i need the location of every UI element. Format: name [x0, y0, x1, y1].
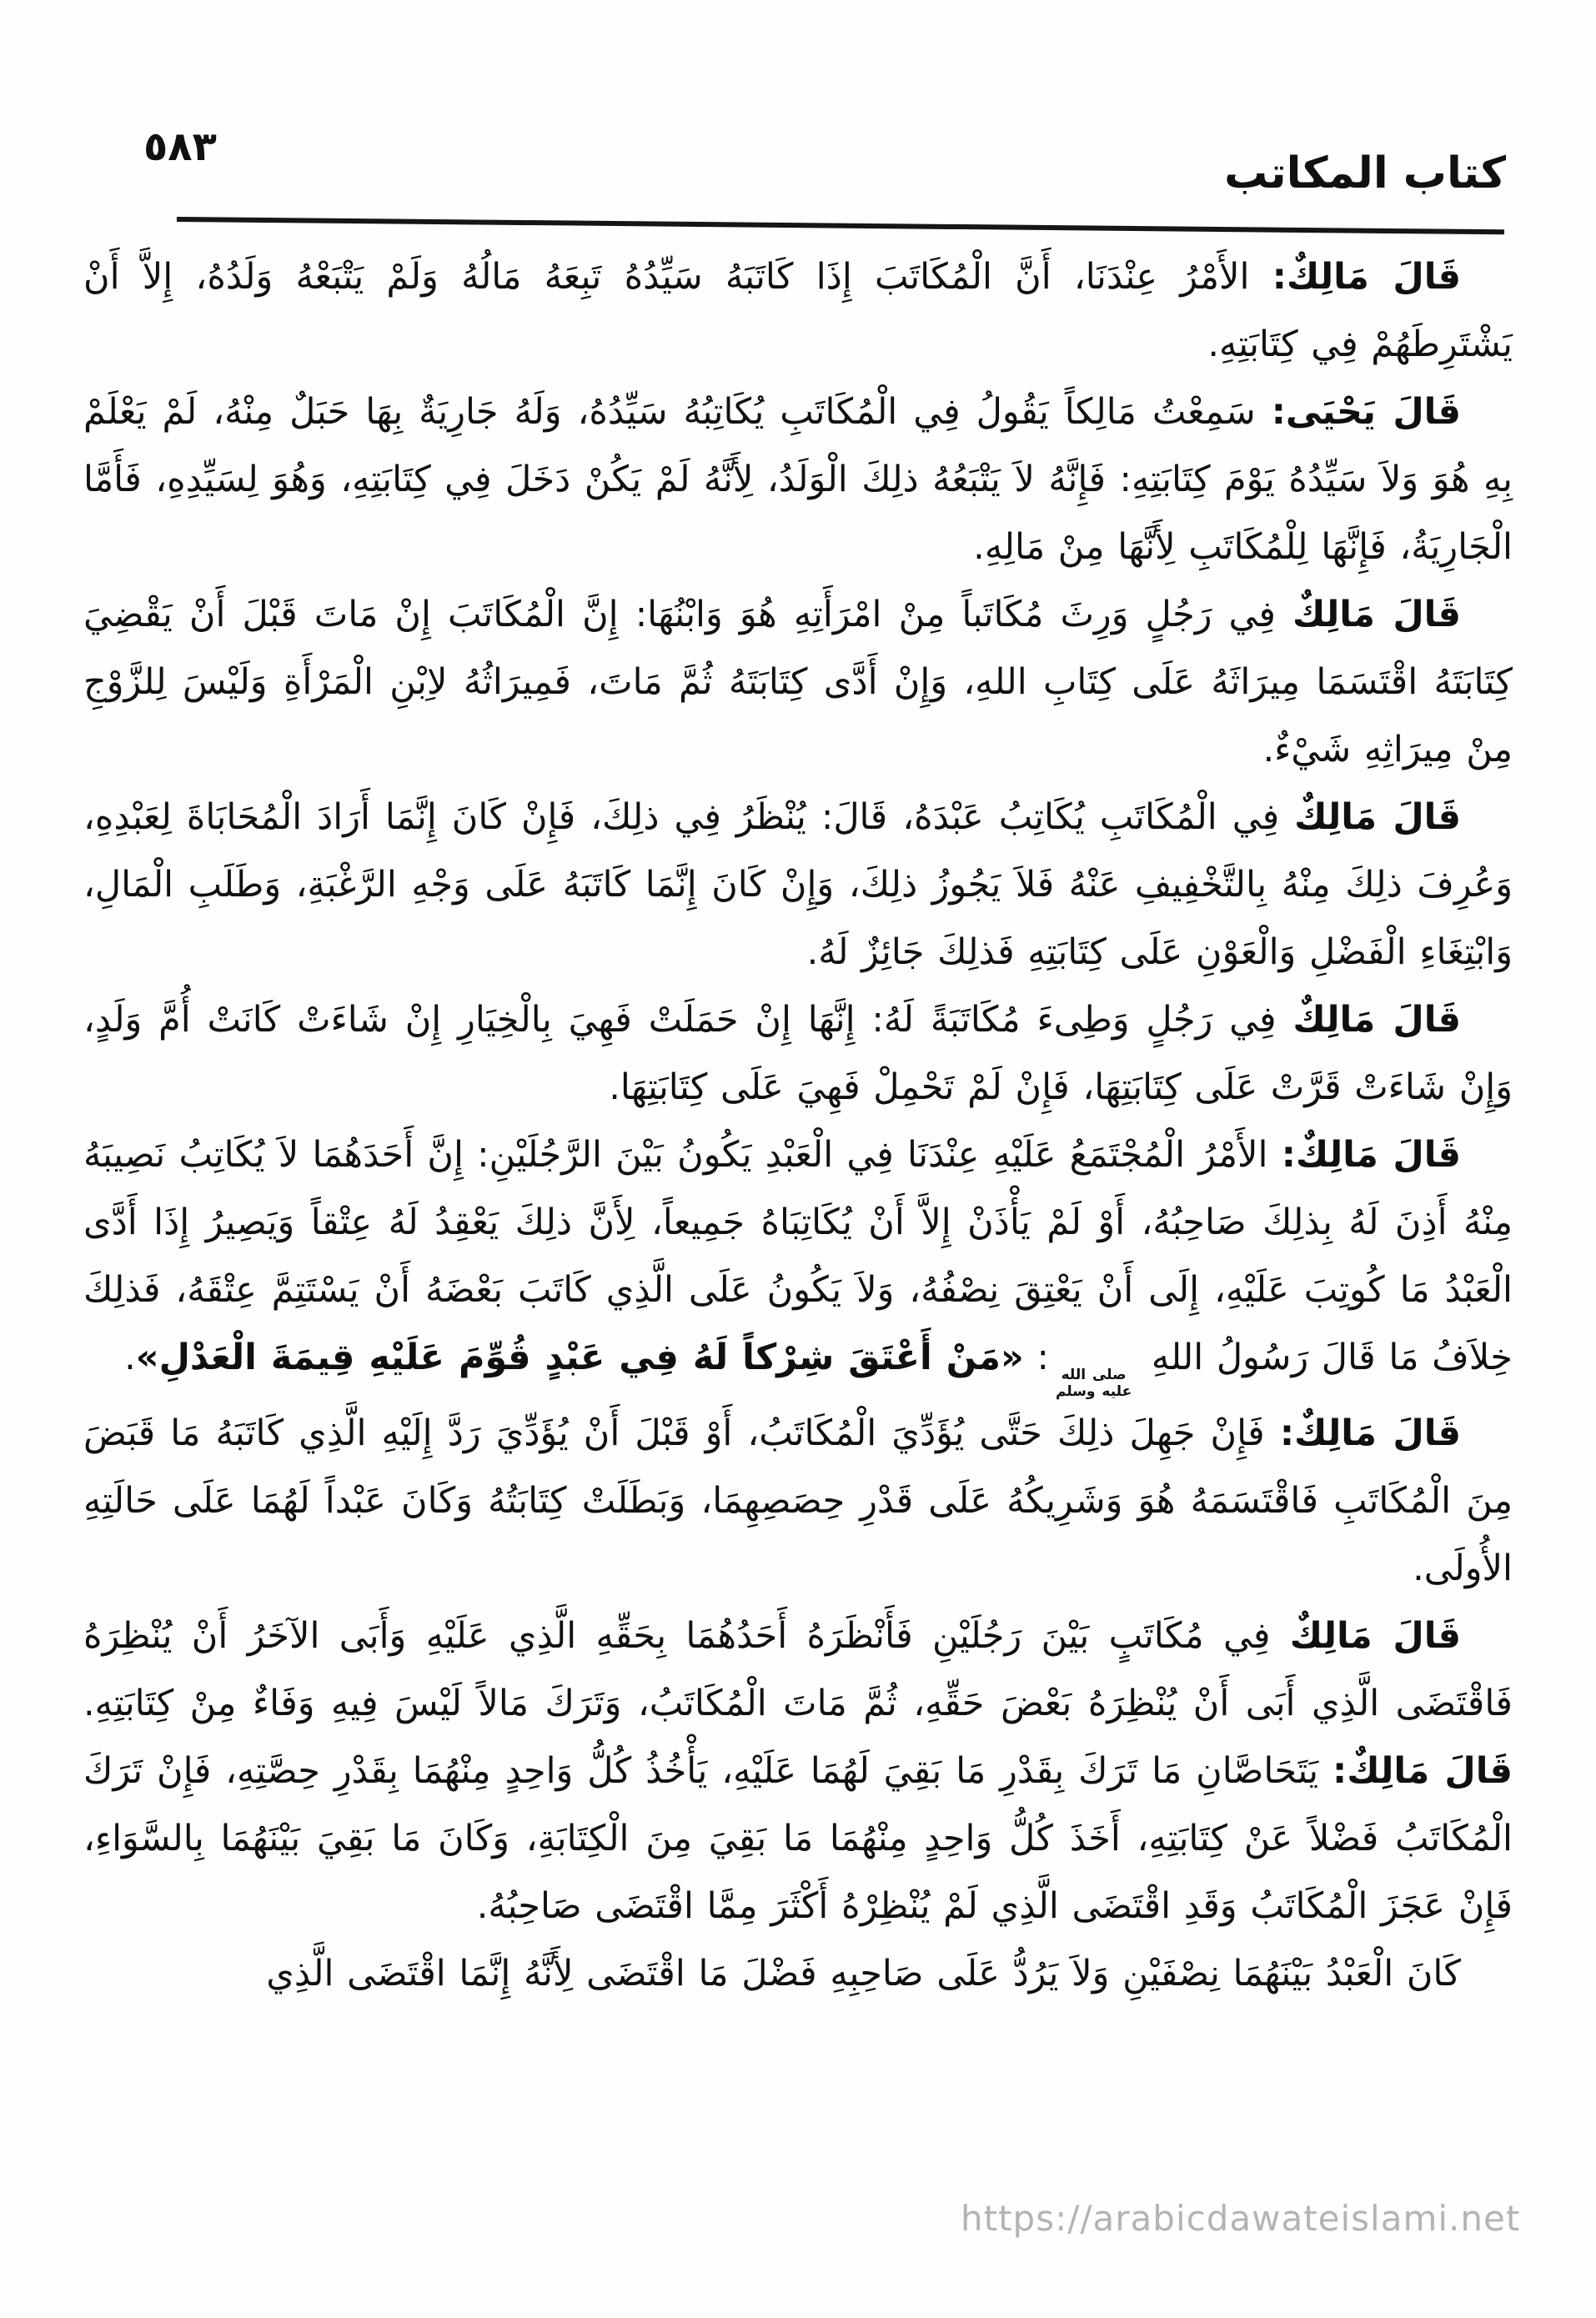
bold-phrase: قَالَ يَحْيَى:	[1271, 391, 1461, 433]
bold-phrase: قَالَ مَالِكٌ	[1289, 1615, 1461, 1658]
honorific-line: صلى الله	[1061, 1367, 1127, 1383]
paragraph	[83, 986, 1513, 1121]
bold-phrase: قَالَ مَالِكٌ:	[1272, 256, 1462, 298]
watermark-url: https://arabicdawateislami.net	[961, 2198, 1521, 2239]
header-rule	[177, 217, 1504, 234]
text-run: كَانَ الْعَبْدُ بَيْنَهُمَا نِصْفَيْنِ وَلاَ يَرُدُّ عَلَى صَاحِبِهِ فَضْلَ مَا اقْتَضَى لِأَنَّهُ إِنَّمَا اقْتَضَى الَّذِي	[266, 1953, 1461, 1995]
paragraph	[83, 379, 1513, 581]
text-run: فِي الْمُكَاتَبِ يُكَاتِبُ عَبْدَهُ، قَالَ: يُنْظَرُ فِي ذلِكَ، فَإِنْ كَانَ إِنَّمَا أَرَادَ الْمُحَابَاةَ لِعَبْدِهِ، وَعُرِفَ ذلِكَ مِنْهُ بِالتَّخْفِيفِ عَنْهُ فَلاَ يَجُوزُ ذلِكَ، وَإِنْ كَانَ إِنَّمَا كَاتَبَهُ عَلَى وَجْهِ الرَّغْبَةِ، وَطَلَبِ الْمَالِ، وَابْتِغَاءِ الْفَضْلِ وَالْعَوْنِ عَلَى كِتَابَتِهِ فَذلِكَ جَائِزٌ لَهُ.	[83, 796, 1513, 973]
paragraph	[83, 581, 1513, 784]
text-run: الأَمْرُ عِنْدَنَا، أَنَّ الْمُكَاتَبَ إِذَا كَاتَبَهُ سَيِّدُهُ تَبِعَهُ مَالُهُ وَلَمْ يَتْبَعْهُ وَلَدُهُ، إِلاَّ أَنْ يَشْتَرِطَهُمْ فِي كِتَابَتِهِ.	[83, 256, 1513, 365]
text-run: فِي رَجُلٍ وَطِىءَ مُكَاتَبَةً لَهُ: إِنَّهَا إِنْ حَمَلَتْ فَهِيَ بِالْخِيَارِ إِنْ شَاءَتْ كَانَتْ أُمَّ وَلَدٍ، وَإِنْ شَاءَتْ قَرَّتْ عَلَى كِتَابَتِهَا، فَإِنْ لَمْ تَحْمِلْ فَهِيَ عَلَى كِتَابَتِهَا.	[83, 999, 1513, 1108]
text-run: فِي رَجُلٍ وَرِثَ مُكَاتَباً مِنْ امْرَأَتِهِ هُوَ وَابْنُهَا: إِنَّ الْمُكَاتَبَ إِنْ مَاتَ قَبْلَ أَنْ يَقْضِيَ كِتَابَتَهُ اقْتَسَمَا مِيرَاثَهُ عَلَى كِتَابِ اللهِ، وَإِنْ أَدَّى كِتَابَتَهُ ثُمَّ مَاتَ، فَمِيرَاثُهُ لاِبْنِ الْمَرْأَةِ وَلَيْسَ لِلزَّوْجِ مِنْ مِيرَاثِهِ شَيْءٌ.	[83, 594, 1513, 770]
text-run: سَمِعْتُ مَالِكاً يَقُولُ فِي الْمُكَاتَبِ يُكَاتِبُهُ سَيِّدُهُ، وَلَهُ جَارِيَةٌ بِهَا حَبَلٌ مِنْهُ، لَمْ يَعْلَمْ بِهِ هُوَ وَلاَ سَيِّدُهُ يَوْمَ كِتَابَتِهِ: فَإِنَّهُ لاَ يَتْبَعُهُ ذلِكَ الْوَلَدُ، لِأَنَّهُ لَمْ يَكُنْ دَخَلَ فِي كِتَابَتِهِ، وَهُوَ لِسَيِّدِهِ، فَأَمَّا الْجَارِيَةُ، فَإِنَّهَا لِلْمُكَاتَبِ لِأَنَّهَا مِنْ مَالِهِ.	[83, 391, 1513, 568]
bold-phrase: قَالَ مَالِكٌ	[1292, 999, 1461, 1041]
paragraph	[83, 1940, 1513, 2008]
text-run: يَتَحَاصَّانِ مَا تَرَكَ بِقَدْرِ مَا بَقِيَ لَهُمَا عَلَيْهِ، يَأْخُذُ كُلُّ وَاحِدٍ مِنْهُمَا بِقَدْرِ حِصَّتِهِ، فَإِنْ تَرَكَ الْمُكَاتَبُ فَضْلاً عَنْ كِتَابَتِهِ، أَخَذَ كُلُّ وَاحِدٍ مِنْهُمَا مَا بَقِيَ مِنَ الْكِتَابَةِ، وَكَانَ مَا بَقِيَ بَيْنَهُمَا بِالسَّوَاءِ، فَإِنْ عَجَزَ الْمُكَاتَبُ وَقَدِ اقْتَضَى الَّذِي لَمْ يُنْظِرْهُ أَكْثَرَ مِمَّا اقْتَضَى صَاحِبُهُ.	[83, 1750, 1513, 1928]
honorific-line: عليه وسلم	[1055, 1382, 1132, 1400]
paragraph	[83, 1121, 1513, 1400]
paragraph	[83, 784, 1513, 986]
page-number: ٥٨٣	[143, 123, 217, 170]
bold-phrase: قَالَ مَالِكٌ:	[1333, 1750, 1513, 1793]
bold-phrase: قَالَ مَالِكٌ	[1294, 796, 1461, 838]
bold-phrase: «مَنْ أَعْتَقَ شِرْكاً لَهُ فِي عَبْدٍ قُوِّمَ عَلَيْهِ قِيمَةَ الْعَدْلِ»	[135, 1337, 1024, 1378]
text-run: .	[124, 1337, 136, 1378]
text-run: :	[1023, 1337, 1049, 1378]
body-paragraphs	[83, 243, 1513, 2008]
bold-phrase: قَالَ مَالِكٌ:	[1279, 1412, 1461, 1455]
paragraph	[83, 243, 1513, 379]
pbuh-honorific-icon	[1056, 1367, 1132, 1400]
paragraph	[83, 1400, 1513, 1603]
text-run: فِي مُكَاتَبٍ بَيْنَ رَجُلَيْنِ فَأَنْظَرَهُ أَحَدُهُمَا بِحَقِّهِ الَّذِي عَلَيْهِ وَأَبَى الآخَرُ أَنْ يُنْظِرَهُ فَاقْتَضَى الَّذِي أَبَى أَنْ يُنْظِرَهُ بَعْضَ حَقِّهِ، ثُمَّ مَاتَ الْمُكَاتَبُ، وَتَرَكَ مَالاً لَيْسَ فِيهِ وَفَاءٌ مِنْ كِتَابَتِهِ.	[83, 1615, 1513, 1725]
text-run: فَإِنْ جَهِلَ ذلِكَ حَتَّى يُؤَدِّيَ الْمُكَاتَبُ، أَوْ قَبْلَ أَنْ يُؤَدِّيَ رَدَّ إِلَيْهِ الَّذِي كَاتَبَهُ مَا قَبَضَ مِنَ الْمُكَاتَبِ فَاقْتَسَمَهُ هُوَ وَشَرِيكُهُ عَلَى قَدْرِ حِصَصِهِمَا، وَبَطَلَتْ كِتَابَتُهُ وَكَانَ عَبْداً لَهُمَا عَلَى حَالَتِهِ الأُولَى.	[83, 1412, 1513, 1590]
book-title: كتاب المكاتب	[1224, 148, 1506, 198]
text-run: الأَمْرُ الْمُجْتَمَعُ عَلَيْهِ عِنْدَنَا فِي الْعَبْدِ يَكُونُ بَيْنَ الرَّجُلَيْنِ: إِنَّ أَحَدَهُمَا لاَ يُكَاتِبُ نَصِيبَهُ مِنْهُ أَذِنَ لَهُ بِذلِكَ صَاحِبُهُ، أَوْ لَمْ يَأْذَنْ إِلاَّ أَنْ يُكَاتِبَاهُ جَمِيعاً، لِأَنَّ ذلِكَ يَعْقِدُ لَهُ عِتْقاً وَيَصِيرُ إِذَا أَدَّى الْعَبْدُ مَا كُوتِبَ عَلَيْهِ، إِلَى أَنْ يَعْتِقَ نِصْفُهُ، وَلاَ يَكُونُ عَلَى الَّذِي كَاتَبَ بَعْضَهُ أَنْ يَسْتَتِمَّ عِتْقَهُ، فَذلِكَ خِلاَفُ مَا قَالَ رَسُولُ اللهِ	[83, 1134, 1513, 1378]
bold-phrase: قَالَ مَالِكٌ	[1292, 594, 1461, 635]
bold-phrase: قَالَ مَالِكٌ:	[1281, 1134, 1461, 1176]
paragraph	[83, 1603, 1513, 1940]
